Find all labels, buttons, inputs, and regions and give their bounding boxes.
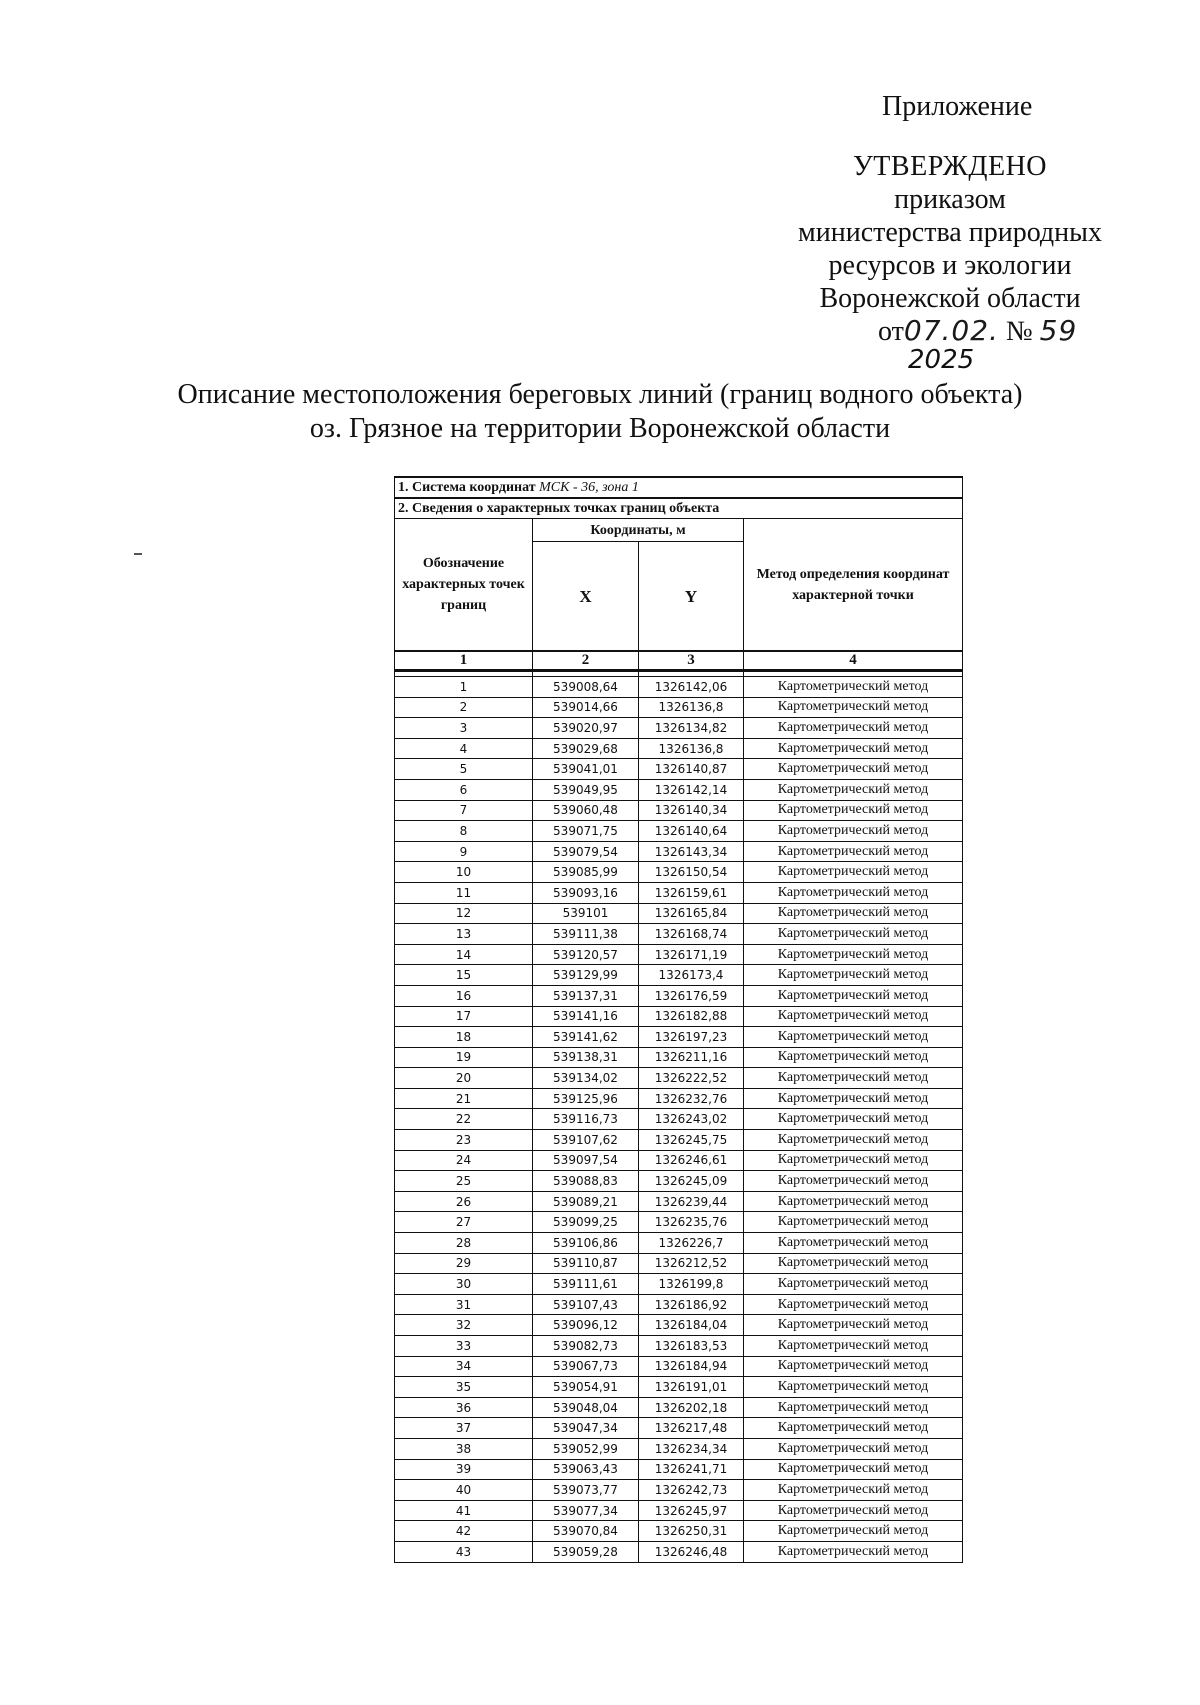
point-id-cell: 6 (395, 779, 533, 800)
point-id-cell: 30 (395, 1274, 533, 1295)
point-id-cell: 39 (395, 1459, 533, 1480)
title-line-1: Описание местоположения береговых линий (границ водного объекта) (177, 379, 1023, 410)
y-cell: 1326186,92 (639, 1294, 744, 1315)
point-id-cell: 28 (395, 1233, 533, 1254)
method-cell: Картометрический метод (744, 1438, 963, 1459)
y-cell: 1326239,44 (639, 1191, 744, 1212)
point-id-cell: 19 (395, 1047, 533, 1068)
y-cell: 1326235,76 (639, 1212, 744, 1233)
x-cell: 539141,62 (533, 1027, 639, 1048)
x-cell: 539120,57 (533, 944, 639, 965)
table-row (395, 944, 963, 965)
method-cell: Картометрический метод (744, 1336, 963, 1357)
y-cell: 1326134,82 (639, 718, 744, 739)
method-cell: Картометрический метод (744, 1377, 963, 1398)
table-row (395, 841, 963, 862)
table-row (395, 697, 963, 718)
x-cell: 539070,84 (533, 1521, 639, 1542)
approval-stamp (770, 150, 1130, 315)
point-id-cell: 20 (395, 1068, 533, 1089)
method-cell: Картометрический метод (744, 759, 963, 780)
table-row (395, 903, 963, 924)
table-row (395, 1459, 963, 1480)
y-cell: 1326241,71 (639, 1459, 744, 1480)
y-cell: 1326184,04 (639, 1315, 744, 1336)
x-cell: 539138,31 (533, 1047, 639, 1068)
method-cell: Картометрический метод (744, 1459, 963, 1480)
method-cell: Картометрический метод (744, 821, 963, 842)
column-numbers-row (395, 651, 963, 671)
col1-header: Обозначение характерных точек границ (395, 519, 533, 652)
y-cell: 1326184,94 (639, 1356, 744, 1377)
point-id-cell: 2 (395, 697, 533, 718)
point-id-cell: 9 (395, 841, 533, 862)
y-cell: 1326246,61 (639, 1150, 744, 1171)
point-id-cell: 25 (395, 1171, 533, 1192)
header-row (395, 519, 963, 542)
point-id-cell: 37 (395, 1418, 533, 1439)
method-cell: Картометрический метод (744, 882, 963, 903)
x-cell: 539089,21 (533, 1191, 639, 1212)
scan-mark (134, 553, 142, 555)
table-row (395, 1171, 963, 1192)
point-id-cell: 17 (395, 1006, 533, 1027)
table-row (395, 1356, 963, 1377)
table-row (395, 800, 963, 821)
method-cell: Картометрический метод (744, 965, 963, 986)
table-row (395, 1006, 963, 1027)
table-row (395, 1336, 963, 1357)
point-id-cell: 7 (395, 800, 533, 821)
point-id-cell: 42 (395, 1521, 533, 1542)
x-cell: 539107,62 (533, 1130, 639, 1151)
y-cell: 1326171,19 (639, 944, 744, 965)
document-title (0, 378, 1200, 446)
x-cell: 539134,02 (533, 1068, 639, 1089)
table-row (395, 1233, 963, 1254)
x-cell: 539137,31 (533, 985, 639, 1006)
method-cell: Картометрический метод (744, 903, 963, 924)
x-cell: 539111,38 (533, 924, 639, 945)
point-id-cell: 8 (395, 821, 533, 842)
x-cell: 539063,43 (533, 1459, 639, 1480)
appendix-label: Приложение (882, 91, 1033, 122)
coordinates-table (394, 476, 963, 1563)
point-id-cell: 29 (395, 1253, 533, 1274)
method-cell: Картометрический метод (744, 697, 963, 718)
x-cell: 539077,34 (533, 1500, 639, 1521)
method-cell: Картометрический метод (744, 1006, 963, 1027)
point-id-cell: 32 (395, 1315, 533, 1336)
table-row (395, 1315, 963, 1336)
point-id-cell: 31 (395, 1294, 533, 1315)
y-cell: 1326199,8 (639, 1274, 744, 1295)
x-cell: 539116,73 (533, 1109, 639, 1130)
table-row (395, 985, 963, 1006)
point-id-cell: 11 (395, 882, 533, 903)
point-id-cell: 43 (395, 1541, 533, 1562)
table-row (395, 882, 963, 903)
x-cell: 539059,28 (533, 1541, 639, 1562)
table-row (395, 1047, 963, 1068)
table-row (395, 1377, 963, 1398)
point-id-cell: 14 (395, 944, 533, 965)
col-number-3: 3 (639, 651, 744, 671)
table-row (395, 779, 963, 800)
section-row (395, 498, 963, 519)
col-number-1: 1 (395, 651, 533, 671)
col4-header: Метод определения координат характерной точки (744, 519, 963, 652)
method-cell: Картометрический метод (744, 800, 963, 821)
x-cell: 539101 (533, 903, 639, 924)
point-id-cell: 4 (395, 738, 533, 759)
table-row (395, 1191, 963, 1212)
x-cell: 539141,16 (533, 1006, 639, 1027)
point-id-cell: 18 (395, 1027, 533, 1048)
point-id-cell: 23 (395, 1130, 533, 1151)
table-row (395, 1068, 963, 1089)
y-cell: 1326211,16 (639, 1047, 744, 1068)
point-id-cell: 41 (395, 1500, 533, 1521)
table-row (395, 1521, 963, 1542)
y-cell: 1326140,34 (639, 800, 744, 821)
number-label: № (1005, 316, 1033, 347)
y-cell: 1326143,34 (639, 841, 744, 862)
point-id-cell: 27 (395, 1212, 533, 1233)
method-cell: Картометрический метод (744, 1130, 963, 1151)
method-cell: Картометрический метод (744, 677, 963, 698)
x-cell: 539085,99 (533, 862, 639, 883)
x-cell: 539052,99 (533, 1438, 639, 1459)
x-cell: 539125,96 (533, 1088, 639, 1109)
method-cell: Картометрический метод (744, 1171, 963, 1192)
x-cell: 539008,64 (533, 677, 639, 698)
x-cell: 539088,83 (533, 1171, 639, 1192)
table-row (395, 1480, 963, 1501)
y-cell: 1326212,52 (639, 1253, 744, 1274)
table-row (395, 1500, 963, 1521)
y-cell: 1326197,23 (639, 1027, 744, 1048)
table-row (395, 1130, 963, 1151)
x-cell: 539096,12 (533, 1315, 639, 1336)
approval-line-4: Воронежской области (819, 283, 1081, 314)
table-row (395, 821, 963, 842)
method-cell: Картометрический метод (744, 1088, 963, 1109)
method-cell: Картометрический метод (744, 1150, 963, 1171)
y-cell: 1326183,53 (639, 1336, 744, 1357)
y-cell: 1326222,52 (639, 1068, 744, 1089)
point-id-cell: 16 (395, 985, 533, 1006)
approved-label: УТВЕРЖДЕНО (852, 151, 1048, 182)
col-y-header: Y (639, 542, 744, 652)
col-number-4: 4 (744, 651, 963, 671)
point-id-cell: 35 (395, 1377, 533, 1398)
x-cell: 539110,87 (533, 1253, 639, 1274)
point-id-cell: 15 (395, 965, 533, 986)
system-cell (395, 477, 963, 498)
point-id-cell: 5 (395, 759, 533, 780)
y-cell: 1326245,97 (639, 1500, 744, 1521)
system-label: 1. Система координат (398, 479, 536, 495)
method-cell: Картометрический метод (744, 924, 963, 945)
method-cell: Картометрический метод (744, 1541, 963, 1562)
title-line-2: оз. Грязное на территории Воронежской области (309, 413, 891, 444)
method-cell: Картометрический метод (744, 1109, 963, 1130)
order-date-line (878, 314, 1077, 348)
method-cell: Картометрический метод (744, 718, 963, 739)
y-cell: 1326142,14 (639, 779, 744, 800)
y-cell: 1326202,18 (639, 1397, 744, 1418)
table-row (395, 1397, 963, 1418)
point-id-cell: 34 (395, 1356, 533, 1377)
point-id-cell: 10 (395, 862, 533, 883)
method-cell: Картометрический метод (744, 1480, 963, 1501)
y-cell: 1326191,01 (639, 1377, 744, 1398)
x-cell: 539129,99 (533, 965, 639, 986)
x-cell: 539073,77 (533, 1480, 639, 1501)
table-row (395, 1438, 963, 1459)
point-id-cell: 38 (395, 1438, 533, 1459)
point-id-cell: 26 (395, 1191, 533, 1212)
col-number-2: 2 (533, 651, 639, 671)
x-cell: 539097,54 (533, 1150, 639, 1171)
method-cell: Картометрический метод (744, 1027, 963, 1048)
handwritten-date: 07.02. (903, 314, 999, 347)
x-cell: 539111,61 (533, 1274, 639, 1295)
method-cell: Картометрический метод (744, 1521, 963, 1542)
point-id-cell: 36 (395, 1397, 533, 1418)
y-cell: 1326168,74 (639, 924, 744, 945)
y-cell: 1326234,34 (639, 1438, 744, 1459)
table-row (395, 738, 963, 759)
y-cell: 1326246,48 (639, 1541, 744, 1562)
y-cell: 1326165,84 (639, 903, 744, 924)
x-cell: 539099,25 (533, 1212, 639, 1233)
table-row (395, 1212, 963, 1233)
method-cell: Картометрический метод (744, 1397, 963, 1418)
y-cell: 1326243,02 (639, 1109, 744, 1130)
table-row (395, 1253, 963, 1274)
y-cell: 1326242,73 (639, 1480, 744, 1501)
method-cell: Картометрический метод (744, 1274, 963, 1295)
x-cell: 539029,68 (533, 738, 639, 759)
y-cell: 1326159,61 (639, 882, 744, 903)
y-cell: 1326173,4 (639, 965, 744, 986)
method-cell: Картометрический метод (744, 1315, 963, 1336)
y-cell: 1326182,88 (639, 1006, 744, 1027)
table-row (395, 718, 963, 739)
x-cell: 539107,43 (533, 1294, 639, 1315)
method-cell: Картометрический метод (744, 1047, 963, 1068)
table-row (395, 1294, 963, 1315)
system-value: МСК - 36, зона 1 (539, 479, 639, 495)
point-id-cell: 24 (395, 1150, 533, 1171)
y-cell: 1326232,76 (639, 1088, 744, 1109)
table-row (395, 759, 963, 780)
point-id-cell: 21 (395, 1088, 533, 1109)
x-cell: 539049,95 (533, 779, 639, 800)
x-cell: 539106,86 (533, 1233, 639, 1254)
point-id-cell: 40 (395, 1480, 533, 1501)
table-row (395, 862, 963, 883)
x-cell: 539054,91 (533, 1377, 639, 1398)
x-cell: 539067,73 (533, 1356, 639, 1377)
x-cell: 539082,73 (533, 1336, 639, 1357)
method-cell: Картометрический метод (744, 1294, 963, 1315)
method-cell: Картометрический метод (744, 738, 963, 759)
point-id-cell: 33 (395, 1336, 533, 1357)
y-cell: 1326176,59 (639, 985, 744, 1006)
section-cell: 2. Сведения о характерных точках границ объекта (395, 498, 963, 519)
table-row (395, 1150, 963, 1171)
table-row (395, 1274, 963, 1295)
y-cell: 1326150,54 (639, 862, 744, 883)
method-cell: Картометрический метод (744, 1253, 963, 1274)
approval-line-3: ресурсов и экологии (828, 250, 1072, 281)
method-cell: Картометрический метод (744, 1500, 963, 1521)
y-cell: 1326140,87 (639, 759, 744, 780)
y-cell: 1326245,09 (639, 1171, 744, 1192)
method-cell: Картометрический метод (744, 1356, 963, 1377)
approval-line-2: министерства природных (798, 217, 1102, 248)
y-cell: 1326245,75 (639, 1130, 744, 1151)
y-cell: 1326217,48 (639, 1418, 744, 1439)
table-row (395, 1541, 963, 1562)
x-cell: 539047,34 (533, 1418, 639, 1439)
x-cell: 539071,75 (533, 821, 639, 842)
handwritten-number: 59 (1039, 314, 1078, 347)
y-cell: 1326136,8 (639, 697, 744, 718)
y-cell: 1326136,8 (639, 738, 744, 759)
point-id-cell: 1 (395, 677, 533, 698)
table-row (395, 1027, 963, 1048)
point-id-cell: 22 (395, 1109, 533, 1130)
method-cell: Картометрический метод (744, 985, 963, 1006)
approval-line-1: приказом (894, 184, 1006, 215)
method-cell: Картометрический метод (744, 1191, 963, 1212)
method-cell: Картометрический метод (744, 779, 963, 800)
y-cell: 1326226,7 (639, 1233, 744, 1254)
x-cell: 539041,01 (533, 759, 639, 780)
y-cell: 1326250,31 (639, 1521, 744, 1542)
method-cell: Картометрический метод (744, 1233, 963, 1254)
method-cell: Картометрический метод (744, 1212, 963, 1233)
x-cell: 539093,16 (533, 882, 639, 903)
x-cell: 539048,04 (533, 1397, 639, 1418)
method-cell: Картометрический метод (744, 841, 963, 862)
table-row (395, 1088, 963, 1109)
handwritten-year: 2025 (908, 345, 975, 375)
x-cell: 539014,66 (533, 697, 639, 718)
x-cell: 539020,97 (533, 718, 639, 739)
y-cell: 1326140,64 (639, 821, 744, 842)
point-id-cell: 3 (395, 718, 533, 739)
method-cell: Картометрический метод (744, 1418, 963, 1439)
x-cell: 539079,54 (533, 841, 639, 862)
method-cell: Картометрический метод (744, 1068, 963, 1089)
table-row (395, 965, 963, 986)
method-cell: Картометрический метод (744, 862, 963, 883)
x-cell: 539060,48 (533, 800, 639, 821)
table-row (395, 1418, 963, 1439)
y-cell: 1326142,06 (639, 677, 744, 698)
table-row (395, 677, 963, 698)
method-cell: Картометрический метод (744, 944, 963, 965)
point-id-cell: 12 (395, 903, 533, 924)
coords-header: Координаты, м (533, 519, 744, 542)
col-x-header: X (533, 542, 639, 652)
from-label: от (878, 316, 904, 347)
system-row (395, 477, 963, 498)
table-row (395, 1109, 963, 1130)
point-id-cell: 13 (395, 924, 533, 945)
table-row (395, 924, 963, 945)
